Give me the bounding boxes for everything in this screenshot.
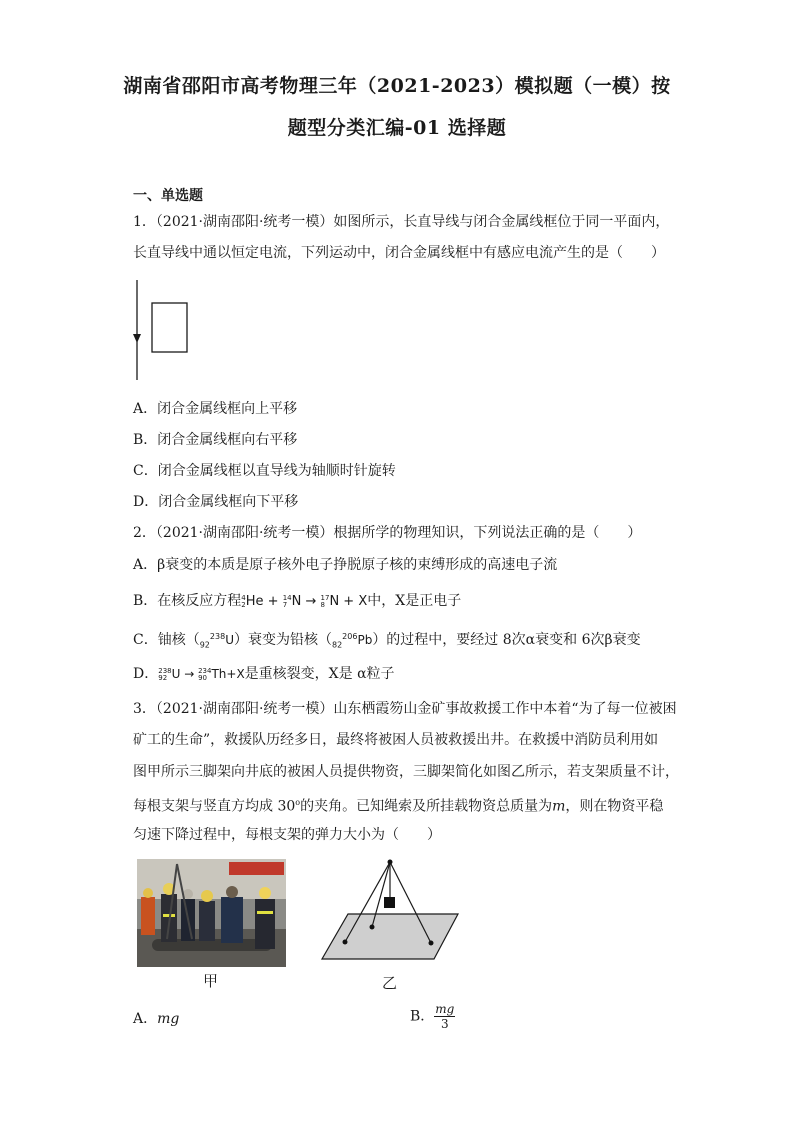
q3-stem-line1: 3．（2021·湖南邵阳·统考一模）山东栖霞笏山金矿事故救援工作中本着“为了每一位被困 <box>133 701 677 717</box>
q1-option-a: A．闭合金属线框向上平移 <box>133 401 298 417</box>
ground-plane <box>322 914 458 959</box>
q1-option-b: B．闭合金属线框向右平移 <box>133 432 298 448</box>
load-block <box>384 897 395 908</box>
fission-equation: 238 92 U → 234 90 Th+X <box>158 666 245 682</box>
current-arrow-icon <box>133 334 141 343</box>
q2-option-c-suffix: ）的过程中，要经过 8次α衰变和 6次β衰变 <box>372 632 641 648</box>
q3-option-a <box>133 1009 179 1029</box>
degree-mark: o <box>295 798 301 807</box>
q3-option-a-value: mg <box>157 1011 180 1027</box>
q3-option-b-fraction <box>434 1002 455 1031</box>
document-title-line1: 湖南省邵阳市高考物理三年（2021-2023）模拟题（一模）按 <box>123 75 671 97</box>
q2-option-d: D．238 92 U → 234 90 Th+X是重核裂变，X是 α粒子 <box>133 666 395 682</box>
q3-option-a-label: A． <box>133 1011 158 1027</box>
q1-option-d: D．闭合金属线框向下平移 <box>133 494 299 510</box>
q2-stem: 2．（2021·湖南邵阳·统考一模）根据所学的物理知识，下列说法正确的是（ ） <box>133 525 642 541</box>
rescue-photo <box>137 859 286 967</box>
q2-option-c-prefix: C．铀核（ <box>133 632 200 648</box>
q3-stem-line4 <box>133 793 663 817</box>
banner <box>229 862 284 875</box>
tripod-diagram <box>320 857 462 965</box>
q3-line4-post: 的夹角。已知绳索及所挂载物资总质量为 <box>300 798 553 815</box>
metal-loop <box>152 303 187 352</box>
nuclear-equation: 4 2He + 14 7 N → 17 8 N + X <box>241 593 368 609</box>
lead-symbol: $_{82}^{206}$Pb <box>331 632 373 650</box>
q2-option-b-suffix: 中，X是正电子 <box>367 593 462 609</box>
q1-stem-line2: 长直导线中通以恒定电流，下列运动中，闭合金属线框中有感应电流产生的是（ ） <box>133 245 665 261</box>
q2-option-c-mid: ）衰变为铅核（ <box>233 632 332 648</box>
q1-option-c: C．闭合金属线框以直导线为轴顺时针旋转 <box>133 463 396 479</box>
q3-line4-pre: 每根支架与竖直方均成 30 <box>133 798 296 815</box>
q2-option-c <box>133 627 641 655</box>
q3-stem-line2: 矿工的生命”，救援队历经多日，最终将被困人员被救援出井。在救援中消防员利用如 <box>133 732 659 748</box>
q1-stem-line1: 1．（2021·湖南邵阳·统考一模）如图所示，长直导线与闭合金属线框位于同一平面内， <box>133 214 670 230</box>
caption-yi: 乙 <box>382 974 398 992</box>
document-title-line2: 题型分类汇编-01 选择题 <box>287 117 507 139</box>
fraction-numerator: mg <box>435 1002 455 1016</box>
fraction-denominator: 3 <box>441 1017 449 1031</box>
q3-option-b <box>410 1002 455 1031</box>
q2-option-b-prefix: B．在核反应方程 <box>133 593 242 609</box>
q3-stem-line5: 匀速下降过程中，每根支架的弹力大小为（ ） <box>133 827 441 843</box>
q3-stem-line3: 图甲所示三脚架向井底的被困人员提供物资，三脚架简化如图乙所示，若支架质量不计， <box>133 764 679 780</box>
q2-option-a: A．β衰变的本质是原子核外电子挣脱原子核的束缚形成的高速电子流 <box>133 557 558 573</box>
caption-jia: 甲 <box>203 972 219 990</box>
uranium-symbol: $_{92}^{238}$U <box>199 632 234 650</box>
mass-variable: m <box>552 798 566 815</box>
q2-option-d-suffix: 是重核裂变，X是 α粒子 <box>244 666 395 682</box>
q2-option-b <box>133 591 461 612</box>
q3-option-b-label: B． <box>410 1008 435 1025</box>
q3-line4-end: ，则在物资平稳 <box>565 798 664 815</box>
section-heading: 一、单选题 <box>133 188 203 204</box>
q1-wire-loop-figure <box>128 280 198 384</box>
